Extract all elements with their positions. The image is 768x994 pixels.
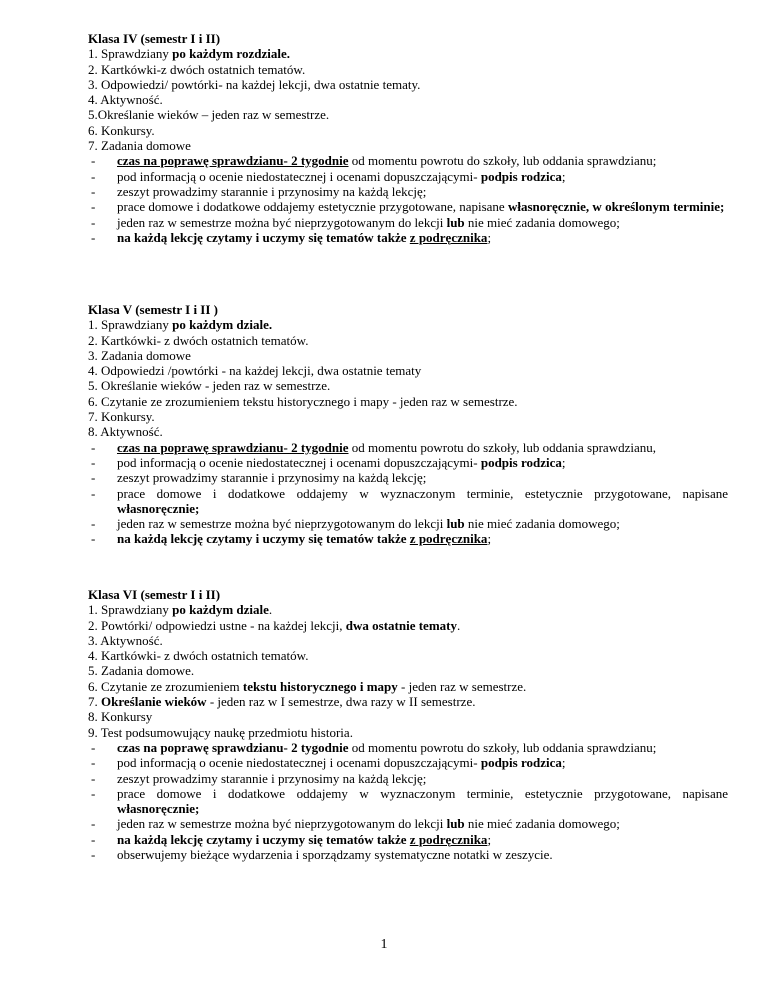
bold-text: własnoręcznie; [117,500,200,516]
text-segment: ; [561,168,566,184]
list-item [88,46,728,61]
text-segment: 1. Sprawdziany [88,602,173,618]
text-segment: obserwujemy bieżące wydarzenia i sporządzamy systematyczne notatki w zeszycie. [117,847,553,863]
text-segment: pod informacją o ocenie niedostatecznej i ocenami dopuszczającymi- [117,755,481,771]
bold-text: na każdą lekcję czytamy i uczymy się tematów także [117,229,410,245]
numbered-list [88,317,728,439]
dash-item [88,486,728,517]
text-segment: od momentu powrotu do szkoły, lub oddania sprawdzianu; [348,153,657,169]
numbered-list [88,46,728,153]
dash-item [88,740,728,755]
text-segment: nie mieć zadania domowego; [464,214,620,230]
dash-list [88,440,728,547]
text-segment: 4. Kartkówki- z dwóch ostatnich tematów. [88,648,309,664]
list-item [88,633,728,648]
text-segment: 7. Zadania domowe [88,138,191,154]
text-segment: 1. Sprawdziany [88,46,173,62]
section-klasa-vi [88,587,728,862]
text-segment: 8. Aktywność. [88,424,163,440]
text-segment: pod informacją o ocenie niedostatecznej i ocenami dopuszczającymi- [117,168,481,184]
list-item [88,92,728,107]
dash-item [88,470,728,485]
text-segment: 6. Czytanie ze zrozumieniem tekstu historycznego i mapy - jeden raz w semestrze. [88,393,518,409]
text-segment: nie mieć zadania domowego; [464,516,620,532]
list-item [88,725,728,740]
dash-item [88,816,728,831]
list-item [88,317,728,332]
dash-item [88,786,728,817]
text-segment: zeszyt prowadzimy starannie i przynosimy na każdą lekcję; [117,470,427,486]
text-segment: ; [487,531,492,547]
list-item [88,394,728,409]
list-item [88,107,728,122]
bold-text: czas na poprawę sprawdzianu- 2 tygodnie [117,739,349,755]
list-item [88,663,728,678]
bold-text: na każdą lekcję czytamy i uczymy się tematów także [117,831,410,847]
list-item [88,618,728,633]
bold-text: własnoręcznie, w określonym terminie; [507,199,725,215]
text-segment: pod informacją o ocenie niedostatecznej i ocenami dopuszczającymi- [117,454,481,470]
text-segment: prace domowe i dodatkowe oddajemy w wyznaczonym terminie, estetycznie przygotowane, napisane [117,485,728,501]
bold-text: Określanie wieków [101,694,207,710]
list-item [88,602,728,617]
text-segment: 3. Zadania domowe [88,347,191,363]
section-klasa-v [88,302,728,547]
bold-text: lub [446,516,465,532]
text-segment: jeden raz w semestrze można być nieprzygotowanym do lekcji [117,214,447,230]
dash-item [88,184,728,199]
bold-text: tekstu historycznego i mapy [242,678,398,694]
list-item [88,409,728,424]
text-segment: 2. Kartkówki-z dwóch ostatnich tematów. [88,61,306,77]
text-segment: 5.Określanie wieków – jeden raz w semestrze. [88,107,330,123]
section-heading: Klasa IV (semestr I i II) [88,31,221,46]
text-segment: prace domowe i dodatkowe oddajemy estetycznie przygotowane, napisane [117,199,508,215]
list-item [88,62,728,77]
text-segment: ; [487,229,492,245]
bold-text: podpis rodzica [480,755,562,771]
text-segment: 6. Czytanie ze zrozumieniem [88,678,243,694]
text-segment: ; [487,831,492,847]
list-item [88,424,728,439]
bold-text: dwa ostatnie tematy [345,617,457,633]
page-number: 1 [380,937,388,952]
list-item [88,348,728,363]
bold-text: po każdym dziale. [172,317,273,333]
text-segment: od momentu powrotu do szkoły, lub oddania sprawdzianu; [348,739,657,755]
dash-list [88,153,728,245]
text-segment: . [268,602,273,618]
text-segment: ; [561,454,566,470]
text-segment: . [457,617,461,633]
text-segment: - jeden raz w I semestrze, dwa razy w II semestrze. [206,694,476,710]
text-segment: 9. Test podsumowujący naukę przedmiotu historia. [88,724,353,740]
list-item [88,679,728,694]
list-item [88,77,728,92]
bold-text: na każdą lekcję czytamy i uczymy się tematów także [117,531,410,547]
text-segment: - jeden raz w semestrze. [397,678,527,694]
text-segment: 1. Sprawdziany [88,317,173,333]
section-heading: Klasa V (semestr I i II ) [88,302,218,317]
list-item [88,138,728,153]
section-klasa-iv [88,31,728,245]
bold-text: podpis rodzica [480,168,562,184]
text-segment: 7. Konkursy. [88,409,155,425]
text-segment: 2. Powtórki/ odpowiedzi ustne - na każdej lekcji, [88,617,346,633]
text-segment: 5. Określanie wieków - jeden raz w semestrze. [88,378,331,394]
dash-item [88,153,728,168]
dash-item [88,440,728,455]
bold-text: z podręcznika [409,831,488,847]
bold-text: po każdym rozdziale. [172,46,290,62]
bold-text: z podręcznika [409,531,488,547]
dash-item [88,230,728,245]
section-heading: Klasa VI (semestr I i II) [88,587,221,602]
text-segment: 3. Odpowiedzi/ powtórki- na każdej lekcji, dwa ostatnie tematy. [88,76,421,92]
text-segment: zeszyt prowadzimy starannie i przynosimy na każdą lekcję; [117,183,427,199]
dash-list [88,740,728,862]
text-segment: jeden raz w semestrze można być nieprzygotowanym do lekcji [117,816,447,832]
text-segment: 6. Konkursy. [88,122,155,138]
dash-item [88,832,728,847]
list-item [88,709,728,724]
text-segment: 4. Aktywność. [88,92,163,108]
bold-text: z podręcznika [409,229,488,245]
list-item [88,123,728,138]
text-segment: 8. Konkursy [88,709,153,725]
dash-item [88,531,728,546]
bold-text: lub [446,816,465,832]
dash-item [88,199,728,214]
text-segment: 2. Kartkówki- z dwóch ostatnich tematów. [88,332,309,348]
bold-text: czas na poprawę sprawdzianu- 2 tygodnie [117,439,349,455]
bold-text: po każdym dziale [172,602,269,618]
numbered-list [88,602,728,740]
text-segment: od momentu powrotu do szkoły, lub oddania sprawdzianu, [348,439,656,455]
text-segment: 5. Zadania domowe. [88,663,195,679]
dash-item [88,771,728,786]
text-segment: 7. [88,694,101,710]
dash-item [88,169,728,184]
text-segment: 4. Odpowiedzi /powtórki - na każdej lekcji, dwa ostatnie tematy [88,363,422,379]
bold-text: czas na poprawę sprawdzianu- 2 tygodnie [117,153,349,169]
list-item [88,363,728,378]
bold-text: podpis rodzica [480,454,562,470]
list-item [88,694,728,709]
bold-text: własnoręcznie; [117,801,200,817]
list-item [88,333,728,348]
text-segment: 3. Aktywność. [88,632,163,648]
dash-item [88,215,728,230]
dash-item [88,755,728,770]
dash-item [88,455,728,470]
text-segment: zeszyt prowadzimy starannie i przynosimy na każdą lekcję; [117,770,427,786]
dash-item [88,847,728,862]
dash-item [88,516,728,531]
list-item [88,378,728,393]
text-segment: ; [561,755,566,771]
text-segment: jeden raz w semestrze można być nieprzygotowanym do lekcji [117,516,447,532]
text-segment: prace domowe i dodatkowe oddajemy w wyznaczonym terminie, estetycznie przygotowane, napisane [117,785,728,801]
text-segment: nie mieć zadania domowego; [464,816,620,832]
list-item [88,648,728,663]
bold-text: lub [446,214,465,230]
